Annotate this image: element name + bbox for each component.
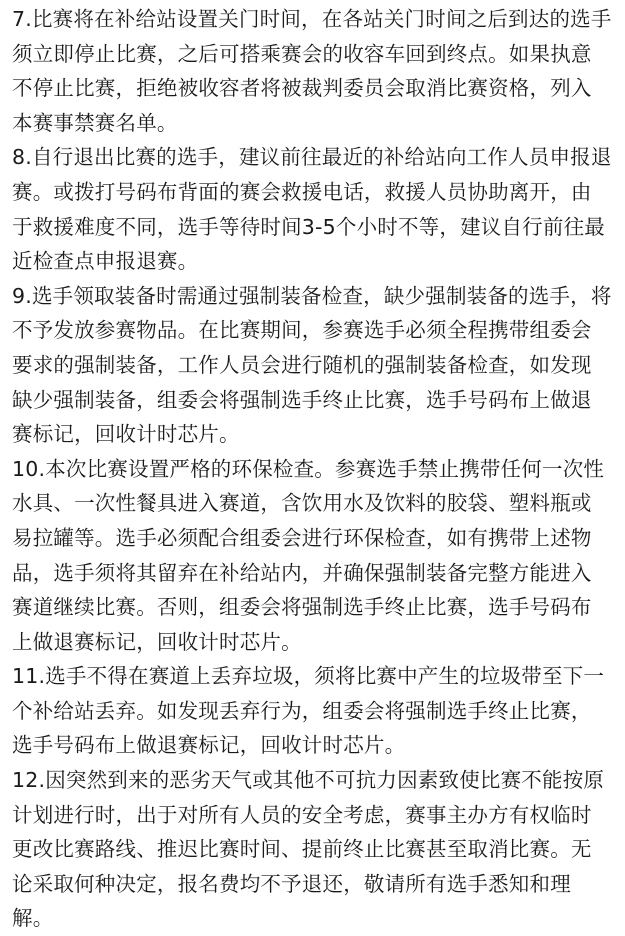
text-line: 8.自行退出比赛的选手，建议前往最近的补给站向工作人员申报退 [12,145,612,170]
text-line: 本赛事禁赛名单。 [12,110,178,135]
text-line: 11.选手不得在赛道上丢弃垃圾，须将比赛中产生的垃圾带至下一 [12,664,605,689]
rule-9-paragraph [12,279,618,452]
text-line: 赛道继续比赛。否则，组委会将强制选手终止比赛，选手号码布 [12,595,592,620]
text-line: 水具、一次性餐具进入赛道，含饮用水及饮料的胶袋、塑料瓶或 [12,491,592,516]
text-line: 上做退赛标记，回收计时芯片。 [12,629,302,654]
text-line: 要求的强制装备，工作人员会进行随机的强制装备检查，如发现 [12,352,592,377]
rule-7-paragraph [12,2,618,140]
text-line: 不予发放参赛物品。在比赛期间，参赛选手必须全程携带组委会 [12,318,592,343]
rule-10-paragraph [12,452,618,660]
text-line: 选手号码布上做退赛标记，回收计时芯片。 [12,733,406,758]
text-line: 9.选手领取装备时需通过强制装备检查，缺少强制装备的选手，将 [12,283,612,308]
text-line: 更改比赛路线、推迟比赛时间、提前终止比赛甚至取消比赛。无 [12,837,592,862]
text-line: 计划进行时，出于对所有人员的安全考虑，赛事主办方有权临时 [12,802,592,827]
rules-document [12,2,618,936]
text-line: 品，选手须将其留弃在补给站内，并确保强制装备完整方能进入 [12,560,592,585]
text-line: 赛。或拨打号码布背面的赛会救援电话，救援人员协助离开，由 [12,179,592,204]
text-line: 近检查点申报退赛。 [12,249,199,274]
text-line: 须立即停止比赛，之后可搭乘赛会的收容车回到终点。如果执意 [12,41,592,66]
text-line: 赛标记，回收计时芯片。 [12,422,240,447]
text-line: 论采取何种决定，报名费均不予退还，敬请所有选手悉知和理 [12,871,571,896]
text-line: 解。 [12,906,54,931]
text-line: 易拉罐等。选手必须配合组委会进行环保检查，如有携带上述物 [12,525,592,550]
text-line: 7.比赛将在补给站设置关门时间，在各站关门时间之后到达的选手 [12,7,612,31]
text-line: 不停止比赛，拒绝被收容者将被裁判委员会取消比赛资格，列入 [12,76,592,101]
rule-8-paragraph [12,140,618,278]
text-line: 12.因突然到来的恶劣天气或其他不可抗力因素致使比赛不能按原 [12,768,605,793]
text-line: 10.本次比赛设置严格的环保检查。参赛选手禁止携带任何一次性 [12,456,605,481]
text-line: 缺少强制装备，组委会将强制选手终止比赛，选手号码布上做退 [12,387,592,412]
text-line: 于救援难度不同，选手等待时间3-5个小时不等，建议自行前往最 [12,214,605,239]
text-line: 个补给站丢弃。如发现丢弃行为，组委会将强制选手终止比赛， [12,698,592,723]
rule-12-paragraph [12,763,618,936]
rule-11-paragraph [12,659,618,763]
